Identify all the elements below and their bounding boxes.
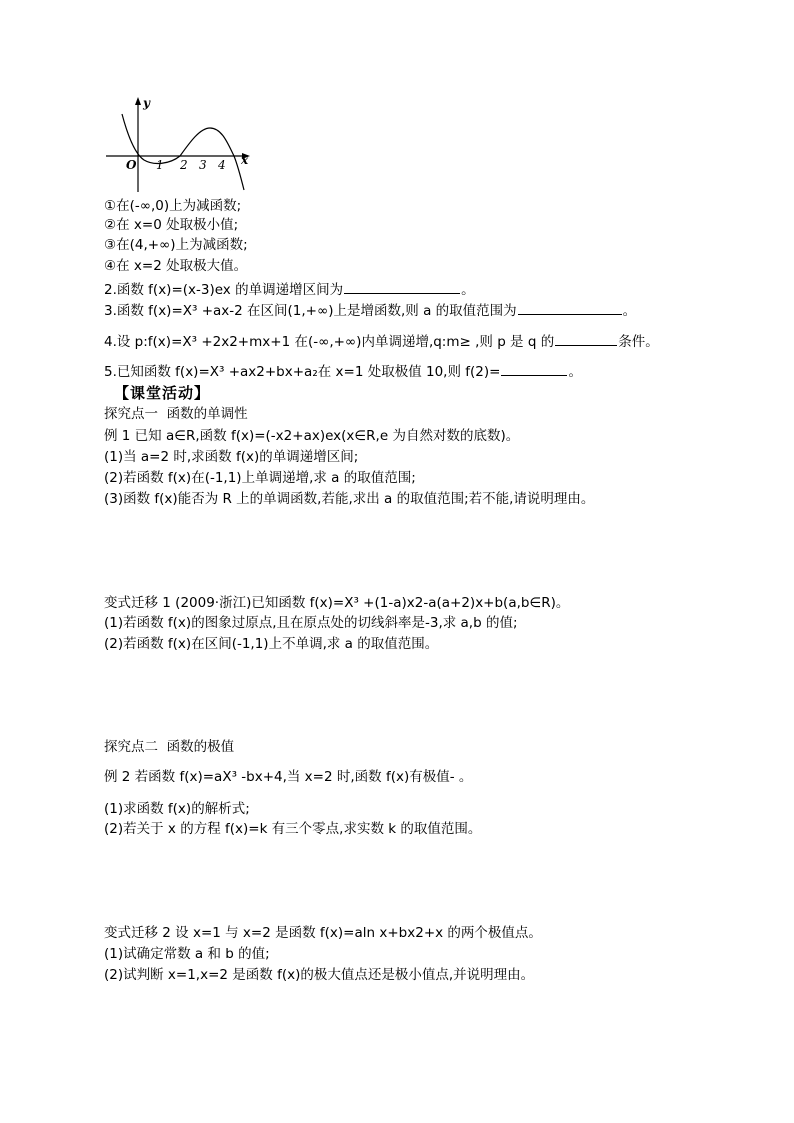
variant2-part1: (1)试确定常数 a 和 b 的值; [104,946,270,962]
question-4-end: 条件。 [618,334,659,350]
curve [122,114,244,190]
origin-label: O [126,158,137,172]
question-3-end: 。 [622,303,637,319]
statement-2: ②在 x=0 处取极小值; [104,217,239,233]
y-axis [135,97,141,192]
y-axis-label: y [143,96,150,110]
variant1-part1: (1)若函数 f(x)的图象过原点,且在原点处的切线斜率是-3,求 a,b 的值; [104,615,518,631]
answer-blank-2[interactable] [344,279,460,294]
point2-title: 探究点二 函数的极值 [104,739,235,755]
variant1-title: 变式迁移 1 (2009·浙江)已知函数 f(x)=X³ +(1-a)x2-a(a+2)x+b(a,b∈R)。 [104,595,570,611]
example2-part1: (1)求函数 f(x)的解析式; [104,801,250,817]
statement-3: ③在(4,+∞)上为减函数; [104,237,248,253]
question-4 [104,331,659,351]
question-5-text: 5.已知函数 f(x)=X³ +ax2+bx+a₂在 x=1 处取极值 10,则 f(2)= [104,364,501,380]
statement-4: ④在 x=2 处取极大值。 [104,258,248,274]
tick-4: 4 [218,158,226,172]
x-axis-label: x [241,153,249,167]
example1-part1: (1)当 a=2 时,求函数 f(x)的单调递增区间; [104,449,359,465]
question-2 [104,279,475,299]
answer-blank-3[interactable] [518,300,622,315]
variant2-title: 变式迁移 2 设 x=1 与 x=2 是函数 f(x)=aln x+bx2+x 的两个极值点。 [104,925,542,941]
tick-3: 3 [199,158,207,172]
tick-1: 1 [156,158,164,172]
example1-part3: (3)函数 f(x)能否为 R 上的单调函数,若能,求出 a 的取值范围;若不能,请说明理由。 [104,491,595,507]
answer-blank-4[interactable] [555,331,617,346]
question-2-text: 2.函数 f(x)=(x-3)ex 的单调递增区间为 [104,282,344,298]
example1-part2: (2)若函数 f(x)在(-1,1)上单调递增,求 a 的取值范围; [104,470,416,486]
question-5 [104,361,582,381]
example1: 例 1 已知 a∈R,函数 f(x)=(-x2+ax)ex(x∈R,e 为自然对数的底数)。 [104,428,520,444]
question-4-text: 4.设 p:f(x)=X³ +2x2+mx+1 在(-∞,+∞)内单调递增,q:m≥ ,则 p 是 q 的 [104,334,555,350]
example2-part2: (2)若关于 x 的方程 f(x)=k 有三个零点,求实数 k 的取值范围。 [104,821,482,837]
tick-2: 2 [180,158,188,172]
question-3 [104,300,636,320]
question-3-text: 3.函数 f(x)=X³ +ax-2 在区间(1,+∞)上是增函数,则 a 的取值范围为 [104,303,517,319]
question-2-end: 。 [461,282,475,298]
point1-title: 探究点一 函数的单调性 [104,406,248,422]
statement-1: ①在(-∞,0)上为减函数; [104,198,242,214]
variant2-part2: (2)试判断 x=1,x=2 是函数 f(x)的极大值点还是极小值点,并说明理由。 [104,967,535,983]
question-5-end: 。 [568,364,582,380]
example2: 例 2 若函数 f(x)=aX³ -bx+4,当 x=2 时,函数 f(x)有极值- 。 [104,769,473,785]
variant1-part2: (2)若函数 f(x)在区间(-1,1)上不单调,求 a 的取值范围。 [104,636,439,652]
section-title: 【课堂活动】 [114,384,211,402]
answer-blank-5[interactable] [501,361,567,376]
derivative-graph [104,94,254,196]
